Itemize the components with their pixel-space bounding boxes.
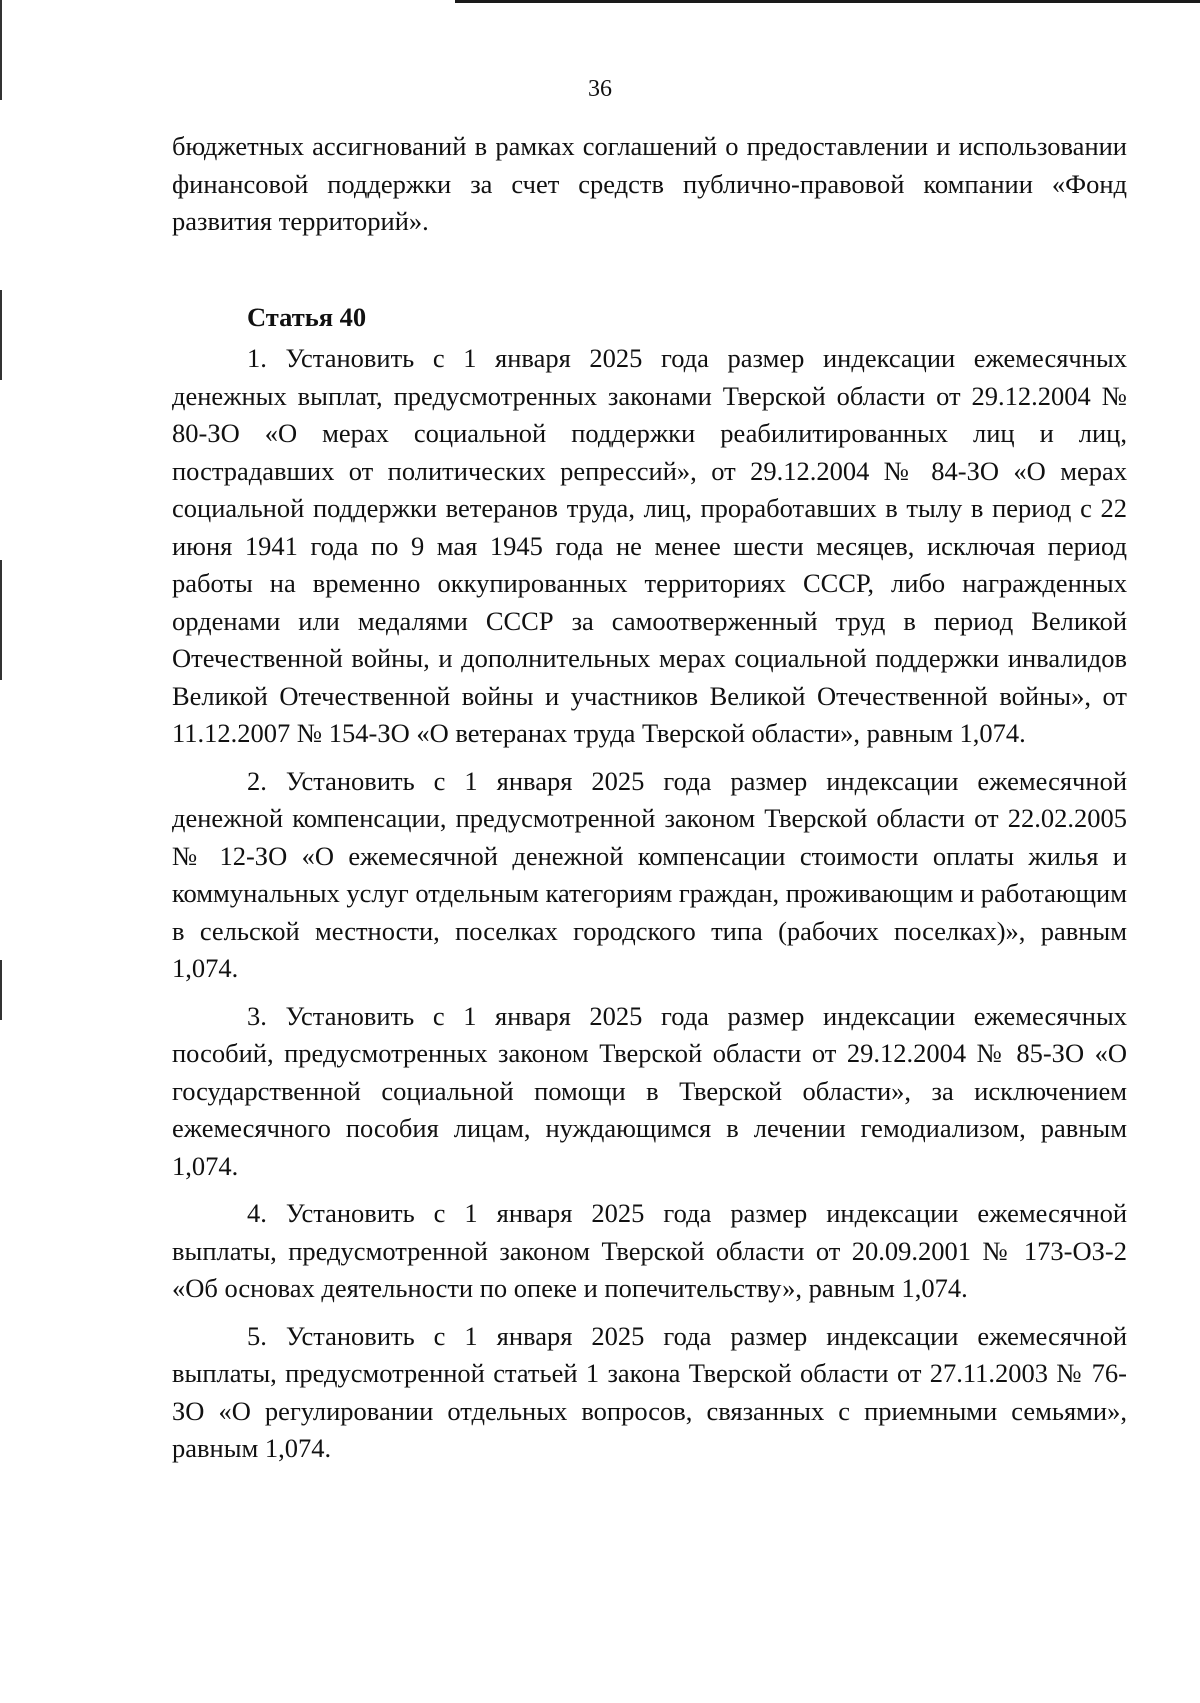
intro-paragraph: бюджетных ассигнований в рамках соглашений о предоставлении и использовании финансовой поддержки за счет средств публично-правовой компании «Фонд развития территорий».	[172, 131, 1127, 236]
document-body	[172, 128, 1127, 1478]
scan-edge-top-line	[455, 0, 1200, 3]
scan-edge-left-mark	[0, 560, 2, 680]
clause-4: 4. Установить с 1 января 2025 года размер индексации ежемесячной выплаты, предусмотренной законом Тверской области от 20.09.2001 № 173-ОЗ-2 «Об основах деятельности по опеке и попечительству», равным 1,074.	[172, 1198, 1127, 1303]
scan-edge-left-mark	[0, 960, 2, 1020]
scan-edge-left-mark	[0, 290, 2, 380]
article-title: Статья 40	[247, 301, 367, 332]
clause-1: 1. Установить с 1 января 2025 года размер индексации ежемесячных денежных выплат, предусмотренных законами Тверской области от 29.12.2004 № 80-ЗО «О мерах социальной поддержки реабилитированных лиц и лиц, пострадавших от политических репрессий», от 29.12.2004 № 84-ЗО «О мерах социальной поддержки ветеранов труда, лиц, проработавших в тылу в период с 22 июня 1941 года по 9 мая 1945 года не менее шести месяцев, исключая период работы на временно оккупированных территориях СССР, либо награжденных орденами или медалями СССР за самоотверженный труд в период Великой Отечественной войны, и дополнительных мерах социальной поддержки инвалидов Великой Отечественной войны и участников Великой Отечественной войны», от 11.12.2007 № 154-ЗО «О ветеранах труда Тверской области», равным 1,074.	[172, 343, 1127, 748]
clause-5: 5. Установить с 1 января 2025 года размер индексации ежемесячной выплаты, предусмотренной статьей 1 закона Тверской области от 27.11.2003 № 76-ЗО «О регулировании отдельных вопросов, связанных с приемными семьями», равным 1,074.	[172, 1320, 1127, 1463]
page-number: 36	[588, 76, 612, 102]
clause-3: 3. Установить с 1 января 2025 года размер индексации ежемесячных пособий, предусмотренных законом Тверской области от 29.12.2004 № 85-ЗО «О государственной социальной помощи в Тверской области», за исключением ежемесячного пособия лицам, нуждающимся в лечении гемодиализом, равным 1,074.	[172, 1000, 1127, 1181]
clause-2: 2. Установить с 1 января 2025 года размер индексации ежемесячной денежной компенсации, предусмотренной законом Тверской области от 22.02.2005 № 12-ЗО «О ежемесячной денежной компенсации стоимости оплаты жилья и коммунальных услуг отдельным категориям граждан, проживающим и работающим в сельской местности, поселках городского типа (рабочих поселках)», равным 1,074.	[172, 765, 1127, 983]
